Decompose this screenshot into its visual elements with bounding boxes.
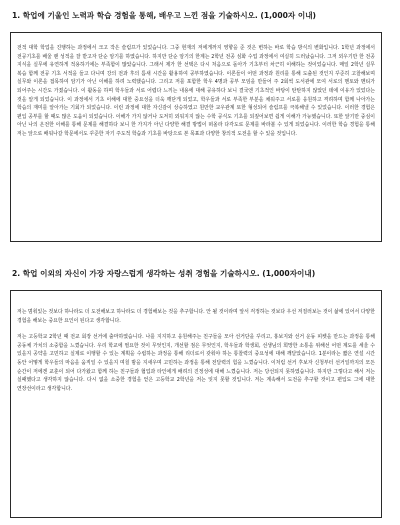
answer-2-paragraph-1: 저는 멈춰있는 것보다 하나라도 더 도전해보고 하나라도 더 경험해보는 것을 추구합니다. 안 될 것이라며 앞서 걱정하는 것보다 우선 저질러보는 것이 삶에 있어서 다양한 경험을 해보는 중요한 요인이 된다고 생각합니다. bbox=[17, 309, 375, 324]
answer-1-paragraph: 전적 대학 학업을 진행하는 과정에서 크고 작은 슬럼프가 있었습니다. 그중 현재의 저에게까지 영향을 준 것은 변하는 바로 학습 방식의 변화입니다. 1학년 과정에서 전공기초를 배울 땐 성적을 잘 받고자 단순 암기를 하였습니다. 하지만 단순 암기의 한계는 2학년 전공 심화 수업 과정에서 여실히 드러났습니다. 그저 외우기만 한 전공 지식을 실무에 유연하게 적용하기에는 부족함이 많았습니다. 그래서 제가 한 선택은 다시 처음으로 돌아가 기초부터 차근히 이해하는 것이었습니다. 매일 2학년 실무 복습 함께 전공 기초 서적을 들고 다니며 강의 전과 후의 틈새 시간을 활용하여 공부하였습니다. 이론들이 어떤 과정과 원리를 통해 도출된 것인지 꾸준히 고찰해보며 실무와 이론을 접목하여 암기가 아닌 이해를 하려 노력했습니다. 그리고 저를 포함한 학우 4명과 공부 모임을 만들어 주 2회씩 도서관에 모여 서로의 멘토와 멘티가 되어주는 시간도 가졌습니다. 이 활동을 하며 학우들과 서로 어렵다 느끼는 내용에 대해 공유하다 보니 결국엔 기초적인 바탕이 탄탄하지 않았던 데에 이유가 있었다는 것을 알게 되었습니다. 이 과정에서 기초 이해에 대한 중요성을 더욱 깨닫게 되었고, 학우들과 서로 부족한 부분을 채워주고 서로를 응원하고 격려하며 함께 나아가는 학습의 재미를 알아가는 기회가 되었습니다. 이런 과정에 대한 자신감이 상승하였고 원만한 교우관계 또한 형성되어 슬럼프를 극복해낼 수 있었습니다. 이러한 경험은 편입 공부를 할 때도 많은 도움이 되었습니다. 이해가 가지 않거나 도저히 외워지지 않는 수학 공식도 기초를 되짚어보면 쉽게 이해가 가능했습니다. 또한 앞기만 중심이 아닌 나의 온전한 이해를 통해 문제를 해결하다 보니 한 가지가 아닌 다양한 해결 방법이 떠올라 다각도로 문제를 바라볼 수 있게 되었습니다. 이러한 학습 경험을 통해 저는 앞으로 배워나갈 학문에서도 꾸준한 자기 주도적 학습과 기초를 바탕으로 본 목표과 다양한 창의적 도전을 할 수 있을 것입니다. bbox=[17, 45, 375, 137]
answer-2-paragraph-2: 저는 고등학교 2학년 때 전교 회장 선거에 출마하였습니다. 나를 지지하고 응원해주는 친구들을 모아 선거단을 꾸리고, 홍보지와 선거 운동 피켓을 만드는 과정을 통해 공동체 가치의 소중함을 느꼈습니다. 우리 학교에 필요한 것이 무엇인지, 개선할 점은 무엇인지, 학우들과 학생회, 선생님의 희망한 소통을 위해선 어떤 계도를 세울 수 있을지 공약을 고민하고 실제로 이행할 수 있는 계획을 수립하는 과정을 통해 리더로서 갖춰야 하는 통찰력의 중요성에 대해 깨달았습니다. 1분이라는 짧은 연설 시간 동안 어떻게 학우들의 마음을 움직일 수 있을지 며칠 밤을 지새우며 고민하는 과정을 통해 전달력의 힘을 느꼈습니다. 이처럼 선거 후보자 신청부터 선거일까지의 모든 순간이 저에겐 교훈이 되어 다가왔고 함께 하는 친구들과 협업과 타인에게 배려의 진정성에 대해 느꼈습니다. 저는 당선되지 못하였습니다. 하지만 그렇다고 해서 저는 실패했다고 생각하지 않습니다. 다시 없을 소중한 경험을 얻은 고등학교 2학년을 저는 잊지 못할 것입니다. 저는 계속해서 도전을 추구할 것이고 편입도 그에 대한 연장선이라고 생각합니다. bbox=[17, 334, 375, 392]
answer-box-1 bbox=[10, 32, 382, 242]
answer-box-2 bbox=[10, 290, 382, 518]
question-1-title: 1. 학업에 기울인 노력과 학습 경험을 통해, 배우고 느낀 점을 기술하시오. (1,000자 이내) bbox=[12, 11, 317, 20]
question-2-title: 2. 학업 이외의 자신이 가장 자랑스럽게 생각하는 성취 경험을 기술하시오. (1,000자이내) bbox=[12, 269, 316, 278]
